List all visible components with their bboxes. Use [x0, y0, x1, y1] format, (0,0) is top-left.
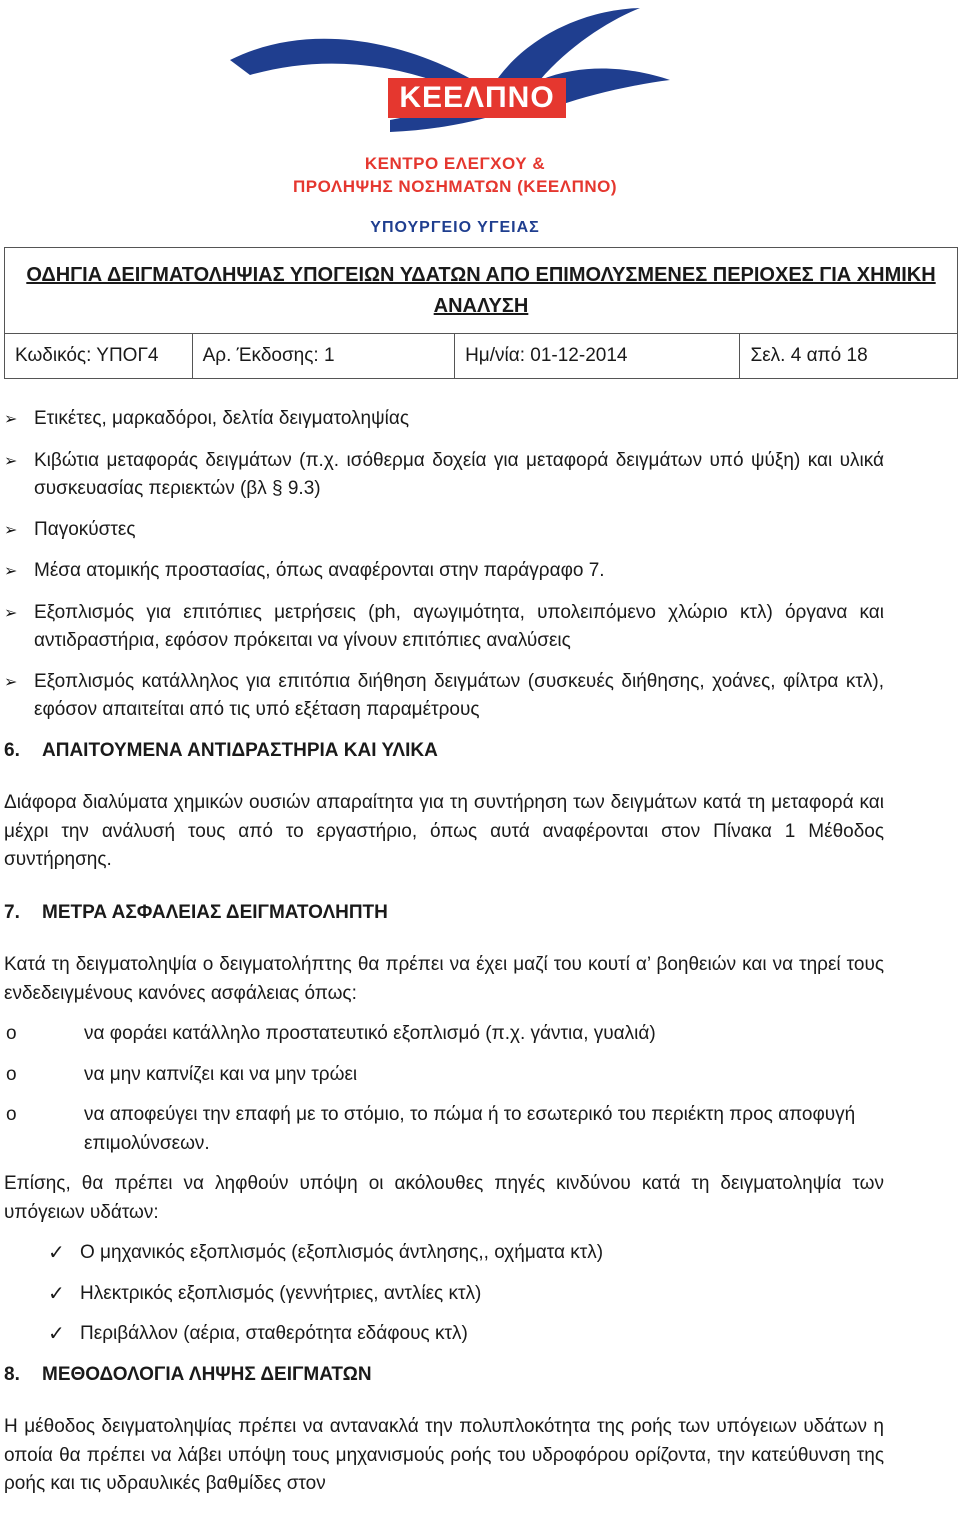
- list-item: ➢ Μέσα ατομικής προστασίας, όπως αναφέρονται στην παράγραφο 7.: [4, 557, 884, 587]
- arrow-bullet-icon: ➢: [4, 673, 18, 691]
- list-item: ✓ Ηλεκτρικός εξοπλισμός (γεννήτριες, αντλίες κτλ): [4, 1280, 884, 1309]
- checkmark-icon: ✓: [48, 1323, 65, 1345]
- list-item: ➢ Εξοπλισμός για επιτόπιες μετρήσεις (ph, αγωγιμότητα, υπολειπόμενο χλώριο κτλ) όργανα και αντιδραστήρια, εφόσον πρόκειται να γίνουν επιτόπιες αναλύσεις: [4, 599, 884, 656]
- checkmark-icon: ✓: [48, 1242, 65, 1264]
- list-item: ➢ Παγοκύστες: [4, 516, 884, 546]
- arrow-bullet-icon: ➢: [4, 452, 18, 470]
- list-item: o να μην καπνίζει και να μην τρώει: [4, 1061, 884, 1090]
- section-8-heading: 8. ΜΕΘΟΔΟΛΟΓΙΑ ΛΗΨΗΣ ΔΕΙΓΜΑΤΩΝ: [4, 1363, 372, 1385]
- document-body: [4, 405, 884, 1523]
- section-7-heading: 7. ΜΕΤΡΑ ΑΣΦΑΛΕΙΑΣ ΔΕΙΓΜΑΤΟΛΗΠΤΗ: [4, 901, 388, 923]
- list-item: o να φοράει κατάλληλο προστατευτικό εξοπλισμό (π.χ. γάντια, γυαλιά): [4, 1020, 884, 1049]
- doc-edition: Αρ. Έκδοσης: 1: [193, 334, 455, 378]
- section-6-heading: 6. ΑΠΑΙΤΟΥΜΕΝΑ ΑΝΤΙΔΡΑΣΤΗΡΙΑ ΚΑΙ ΥΛΙΚΑ: [4, 739, 438, 761]
- section-6-text: Διάφορα διαλύματα χημικών ουσιών απαραίτητα για τη συντήρηση των δειγμάτων κατά τη μεταφορά και μέχρι την ανάλυσή τους από το εργαστήριο, όπως αυτά αναφέρονται στον Πίνακα 1 Μέθοδος συντήρησης.: [4, 792, 884, 870]
- section-8-text: Η μέθοδος δειγματοληψίας πρέπει να αντανακλά την πολυπλοκότητα της ροής των υπόγειων υδάτων η οποία θα πρέπει να λάβει υπόψη τους μηχανισμούς ροής του υδροφόρου ορίζοντα, την κατεύθυνση της ροής και τις υδραυλικές βαθμίδες στον: [4, 1416, 884, 1494]
- arrow-bullet-icon: ➢: [4, 604, 18, 622]
- document-title: ΟΔΗΓΙΑ ΔΕΙΓΜΑΤΟΛΗΨΙΑΣ ΥΠΟΓΕΙΩΝ ΥΔΑΤΩΝ ΑΠΟ ΕΠΙΜΟΛΥΣΜΕΝΕΣ ΠΕΡΙΟΧΕΣ ΓΙΑ ΧΗΜΙΚΗ ΑΝΑΛΥΣΗ: [5, 248, 957, 334]
- list-item: ➢ Κιβώτια μεταφοράς δειγμάτων (π.χ. ισόθερμα δοχεία για μεταφορά δειγμάτων υπό ψύξη) και υλικά συσκευασίας περιεκτών (βλ § 9.3): [4, 447, 884, 504]
- logo-name: ΚΕΕΛΠΝΟ: [388, 78, 566, 118]
- doc-code: Κωδικός: ΥΠΟΓ4: [5, 334, 193, 378]
- section-7-intro: Κατά τη δειγματοληψία ο δειγματολήπτης θα πρέπει να έχει μαζί του κουτί α’ βοηθειών και να τηρεί τους ενδεδειγμένους κανόνες ασφάλειας όπως:: [4, 954, 884, 1004]
- keelpno-logo: [190, 0, 720, 245]
- section-7-hazards-intro: Επίσης, θα πρέπει να ληφθούν υπόψη οι ακόλουθες πηγές κινδύνου κατά τη δειγματοληψία των υπόγειων υδάτων:: [4, 1173, 884, 1223]
- circle-bullet-icon: o: [6, 1023, 17, 1044]
- circle-bullet-icon: o: [6, 1063, 17, 1085]
- list-item: ➢ Ετικέτες, μαρκαδόροι, δελτία δειγματοληψίας: [4, 405, 884, 435]
- arrow-bullet-icon: ➢: [4, 411, 18, 428]
- document-header-table: [4, 247, 958, 379]
- list-item: ✓ Περιβάλλον (αέρια, σταθερότητα εδάφους κτλ): [4, 1320, 884, 1349]
- document-meta-row: [5, 334, 957, 378]
- list-item: ✓ Ο μηχανικός εξοπλισμός (εξοπλισμός άντλησης,, οχήματα κτλ): [4, 1239, 884, 1268]
- logo-ministry: ΥΠΟΥΡΓΕΙΟ ΥΓΕΙΑΣ: [370, 219, 540, 236]
- list-item: ➢ Εξοπλισμός κατάλληλος για επιτόπια διήθηση δειγμάτων (συσκευές διήθησης, χοάνες, φίλτρα κτλ), εφόσον απαιτείται από τις υπό εξέταση παραμέτρους: [4, 668, 884, 725]
- arrow-bullet-icon: ➢: [4, 521, 18, 539]
- logo-line-1: ΚΕΝΤΡΟ ΕΛΕΓΧΟΥ &: [364, 154, 546, 173]
- arrow-bullet-icon: ➢: [4, 563, 18, 580]
- dove-icon: [190, 0, 720, 150]
- circle-bullet-icon: o: [6, 1104, 17, 1125]
- logo-line-2: ΠΡΟΛΗΨΗΣ ΝΟΣΗΜΑΤΩΝ (ΚΕΕΛΠΝΟ): [292, 177, 618, 196]
- list-item: o να αποφεύγει την επαφή με το στόμιο, το πώμα ή το εσωτερικό του περιέκτη προς αποφυγή επιμολύνσεων.: [4, 1101, 884, 1158]
- checkmark-icon: ✓: [48, 1282, 65, 1305]
- doc-page: Σελ. 4 από 18: [750, 345, 868, 366]
- doc-date: Ημ/νία: 01-12-2014: [455, 334, 740, 378]
